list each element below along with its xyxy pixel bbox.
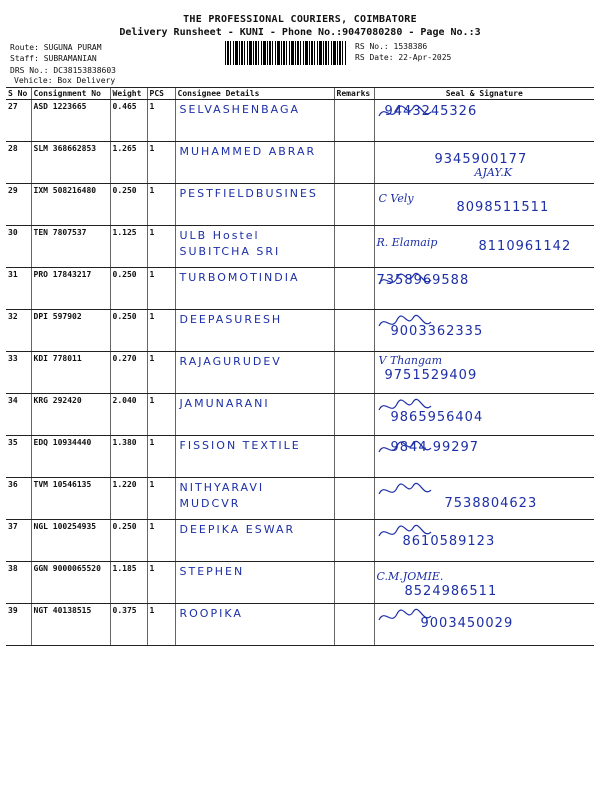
seal-signature-cell (374, 436, 594, 478)
weight-value: 0.250 (110, 310, 147, 352)
receiver-phone: 9751529409 (384, 368, 478, 383)
weight-value: 0.250 (110, 268, 147, 310)
consignment-number: PRO 17843217 (31, 268, 110, 310)
table-row (6, 226, 594, 268)
consignee-details (175, 520, 334, 562)
runsheet-table (6, 87, 594, 646)
remarks-cell (334, 268, 374, 310)
receiver-phone: 8610589123 (402, 534, 496, 549)
pcs-value: 1 (147, 520, 175, 562)
table-row (6, 142, 594, 184)
consignee-name: PESTFIELDBUSINES (179, 187, 318, 200)
serial-number: 28 (6, 142, 31, 184)
weight-value: 1.380 (110, 436, 147, 478)
remarks-cell (334, 394, 374, 436)
receiver-phone: 8098511511 (456, 200, 550, 215)
drs-number: DRS No.: DC38153838603 (10, 66, 116, 75)
remarks-cell (334, 604, 374, 646)
seal-signature-cell (374, 142, 594, 184)
seal-signature-cell (374, 310, 594, 352)
remarks-cell (334, 310, 374, 352)
remarks-cell (334, 436, 374, 478)
pcs-value: 1 (147, 478, 175, 520)
serial-number: 32 (6, 310, 31, 352)
receiver-phone: 7538804623 (444, 496, 538, 511)
signature-scribble (375, 480, 435, 502)
serial-number: 33 (6, 352, 31, 394)
company-title: THE PROFESSIONAL COURIERS, COIMBATORE (183, 14, 417, 25)
column-header: Consignee Details (175, 88, 334, 100)
staff-label: Staff: SUBRAMANIAN (10, 54, 97, 63)
consignee-name: SELVASHENBAGA (179, 103, 301, 116)
consignment-number: TEN 7807537 (31, 226, 110, 268)
remarks-cell (334, 226, 374, 268)
seal-signature-cell (374, 604, 594, 646)
column-header: Weight (110, 88, 147, 100)
table-row (6, 562, 594, 604)
seal-signature-cell (374, 268, 594, 310)
pcs-value: 1 (147, 352, 175, 394)
pcs-value: 1 (147, 100, 175, 142)
consignee-details (175, 226, 334, 268)
remarks-cell (334, 520, 374, 562)
weight-value: 1.185 (110, 562, 147, 604)
receiver-phone: 9865956404 (390, 410, 484, 425)
rs-date: RS Date: 22-Apr-2025 (355, 53, 452, 62)
remarks-cell (334, 478, 374, 520)
consignee-name: STEPHEN (179, 565, 245, 578)
serial-number: 37 (6, 520, 31, 562)
consignment-number: NGL 100254935 (31, 520, 110, 562)
consignee-details (175, 562, 334, 604)
seal-signature-cell (374, 562, 594, 604)
consignee-details (175, 436, 334, 478)
table-row (6, 352, 594, 394)
runsheet-subtitle: Delivery Runsheet - KUNI - Phone No.:9047080280 - Page No.:3 (119, 27, 481, 38)
seal-signature-cell (374, 394, 594, 436)
table-row (6, 310, 594, 352)
consignee-details (175, 310, 334, 352)
pcs-value: 1 (147, 310, 175, 352)
receiver-phone: 8524986511 (404, 584, 498, 599)
consignee-details (175, 352, 334, 394)
consignment-number: ASD 1223665 (31, 100, 110, 142)
receiver-name: V Thangam (378, 354, 443, 367)
column-header: Remarks (334, 88, 374, 100)
consignee-details (175, 478, 334, 520)
consignee-details (175, 394, 334, 436)
consignment-number: SLM 368662853 (31, 142, 110, 184)
serial-number: 35 (6, 436, 31, 478)
receiver-name: AJAY.K (474, 166, 512, 179)
consignee-name: FISSION TEXTILE (179, 439, 301, 452)
consignment-number: TVM 10546135 (31, 478, 110, 520)
weight-value: 0.270 (110, 352, 147, 394)
serial-number: 36 (6, 478, 31, 520)
table-row (6, 436, 594, 478)
seal-signature-cell (374, 226, 594, 268)
weight-value: 0.250 (110, 520, 147, 562)
seal-signature-cell (374, 352, 594, 394)
receiver-phone: 9844 99297 (390, 440, 480, 455)
consignee-details (175, 604, 334, 646)
consignee-name: ROOPIKA (179, 607, 243, 620)
receiver-phone: 9345900177 (434, 152, 528, 167)
column-header: S No (6, 88, 31, 100)
table-row (6, 268, 594, 310)
consignment-number: NGT 40138515 (31, 604, 110, 646)
consignee-name: NITHYARAVI (179, 481, 265, 494)
pcs-value: 1 (147, 394, 175, 436)
remarks-cell (334, 100, 374, 142)
weight-value: 1.265 (110, 142, 147, 184)
table-row (6, 478, 594, 520)
serial-number: 38 (6, 562, 31, 604)
weight-value: 0.250 (110, 184, 147, 226)
column-header: Consignment No (31, 88, 110, 100)
seal-signature-cell (374, 100, 594, 142)
receiver-phone: 9003450029 (420, 616, 514, 631)
pcs-value: 1 (147, 436, 175, 478)
receiver-phone: 9443245326 (384, 104, 478, 119)
receiver-phone: 7358969588 (376, 273, 470, 288)
column-header: Seal & Signature (374, 88, 594, 100)
consignee-details (175, 100, 334, 142)
serial-number: 27 (6, 100, 31, 142)
consignee-details (175, 184, 334, 226)
consignment-number: KDI 778011 (31, 352, 110, 394)
receiver-name: R. Elamaip (376, 236, 438, 249)
barcode-image (225, 41, 347, 65)
consignee-name: JAMUNARANI (179, 397, 270, 410)
rs-number: RS No.: 1538386 (355, 42, 428, 51)
pcs-value: 1 (147, 142, 175, 184)
serial-number: 39 (6, 604, 31, 646)
serial-number: 30 (6, 226, 31, 268)
seal-signature-cell (374, 184, 594, 226)
route-label: Route: SUGUNA PURAM (10, 43, 102, 52)
weight-value: 2.040 (110, 394, 147, 436)
pcs-value: 1 (147, 562, 175, 604)
consignee-name: RAJAGURUDEV (179, 355, 282, 368)
weight-value: 0.465 (110, 100, 147, 142)
remarks-cell (334, 142, 374, 184)
consignee-details (175, 268, 334, 310)
table-row (6, 520, 594, 562)
consignment-number: GGN 9000065520 (31, 562, 110, 604)
table-header-row (6, 88, 594, 100)
seal-signature-cell (374, 478, 594, 520)
table-row (6, 604, 594, 646)
serial-number: 34 (6, 394, 31, 436)
receiver-name: C.M.JOMIE. (376, 570, 444, 583)
seal-signature-cell (374, 520, 594, 562)
weight-value: 1.220 (110, 478, 147, 520)
pcs-value: 1 (147, 268, 175, 310)
serial-number: 29 (6, 184, 31, 226)
table-row (6, 100, 594, 142)
table-row (6, 394, 594, 436)
consignment-number: KRG 292420 (31, 394, 110, 436)
serial-number: 31 (6, 268, 31, 310)
column-header: PCS (147, 88, 175, 100)
consignment-number: EDQ 10934440 (31, 436, 110, 478)
vehicle-label: Vehicle: Box Delivery (14, 76, 116, 85)
pcs-value: 1 (147, 184, 175, 226)
consignee-name-line2: SUBITCHA SRI (179, 245, 281, 258)
consignee-name: MUHAMMED ABRAR (179, 145, 317, 158)
consignment-number: IXM 508216480 (31, 184, 110, 226)
pcs-value: 1 (147, 226, 175, 268)
receiver-name: C Vely (378, 192, 414, 205)
table-row (6, 184, 594, 226)
weight-value: 1.125 (110, 226, 147, 268)
receiver-phone: 9003362335 (390, 324, 484, 339)
consignee-name: DEEPASURESH (179, 313, 283, 326)
consignee-details (175, 142, 334, 184)
remarks-cell (334, 562, 374, 604)
remarks-cell (334, 184, 374, 226)
pcs-value: 1 (147, 604, 175, 646)
consignee-name: ULB Hostel (179, 229, 260, 242)
remarks-cell (334, 352, 374, 394)
consignee-name-line2: MUDCVR (179, 497, 241, 510)
consignee-name: DEEPIKA ESWAR (179, 523, 296, 536)
consignee-name: TURBOMOTINDIA (179, 271, 300, 284)
weight-value: 0.375 (110, 604, 147, 646)
consignment-number: DPI 597902 (31, 310, 110, 352)
receiver-phone: 8110961142 (478, 239, 572, 254)
